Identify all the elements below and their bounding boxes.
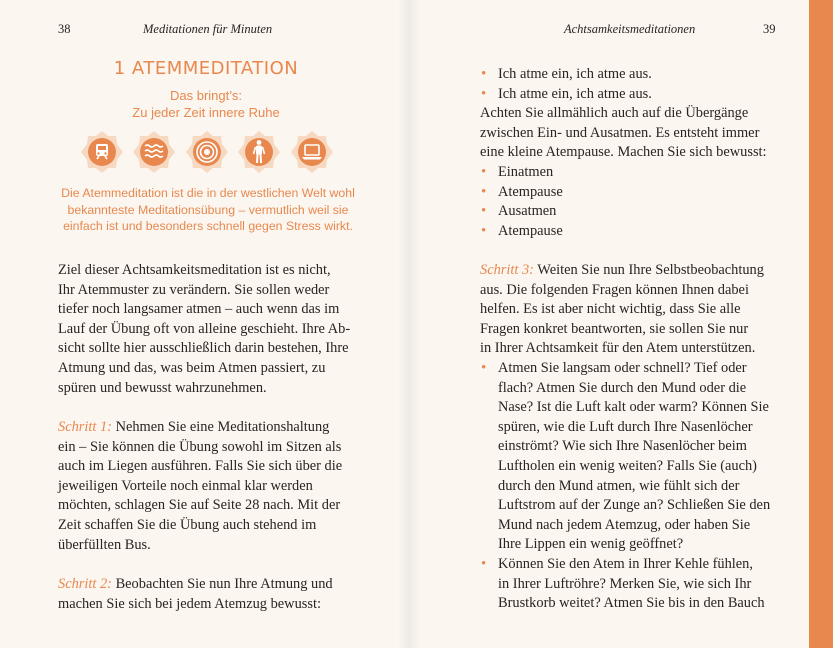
text-line: eine kleine Atempause. Machen Sie sich bewusst: [480,144,767,161]
page-edge-tab [809,0,833,648]
text-line: spüren und bewusst wahrzunehmen. [58,379,267,396]
text-line: tiefer noch langsamer atmen – auch wenn das im [58,301,340,318]
chapter-title: 1 ATEMMEDITATION [113,58,299,79]
text-line: ein – Sie können die Übung sowohl im Sitzen als [58,438,342,455]
text-line: jeweiligen Vorteile noch einmal klar werden [58,477,313,494]
text-line: einströmt? Wie sich Ihre Nasenlöcher beim [498,438,747,455]
list-item: • Ich atme ein, ich atme aus. [480,85,780,105]
right-top-block [480,65,780,241]
text-line: helfen. Es ist aber nicht wichtig, dass Sie alle [480,301,741,318]
intro-line: Die Atemmeditation ist die in der westlichen Welt wohl [61,186,355,200]
bullet-list [480,65,780,104]
left-page [0,0,400,648]
text-line: Nase? Ist die Luft kalt oder warm? Können Sie [498,399,769,416]
bullet-list [480,163,780,241]
benefit-heading: Das bringt’s: [169,88,242,103]
text-line: in Ihrer Luftröhre? Merken Sie, wie sich Ihr [498,575,752,592]
target-icon [185,130,229,174]
laptop-icon [290,130,334,174]
running-head-right: Achtsamkeitsmeditationen [564,22,696,36]
text-line: Luftholen ein wenig weiten? Falls Sie (auch) [498,457,757,474]
benefit-icons-row [80,130,340,174]
list-item: • Ich atme ein, ich atme aus. [480,65,780,85]
text-line: auch im Liegen ausführen. Falls Sie sich über die [58,458,343,475]
text-line: Zeit schaffen Sie die Übung auch stehend im [58,516,317,533]
text-line: Beobachten Sie nun Ihre Atmung und [111,576,333,592]
list-item: • Atempause [480,183,780,203]
person-icon [237,130,281,174]
text-line: Mund nach jedem Atemzug, oder haben Sie [498,516,751,533]
step1-paragraph [58,418,378,555]
list-item: • Atempause [480,222,780,242]
text-line: zwischen Ein- und Ausatmen. Es entsteht immer [480,124,760,141]
text-line: Ihre Lippen ein wenig geöffnet? [498,536,684,553]
intro-line: bekannteste Meditationsübung – vermutlich weil sie [67,202,349,217]
step2-label: Schritt 2: [58,576,112,592]
text-line: • Können Sie den Atem in Ihrer Kehle fühlen, [498,555,753,572]
text-line: flach? Atmen Sie durch den Mund oder die [498,379,747,396]
text-line: Atmung und das, was beim Atmen passiert, zu [58,359,326,376]
body-paragraph [58,261,378,398]
right-page [418,0,808,648]
text-line: machen Sie sich bei jedem Atemzug bewusst: [58,595,321,612]
page-number-left: 38 [58,22,71,36]
text-line: Luftstrom auf der Zunge an? Schließen Sie den [498,497,771,514]
text-line: überfüllten Bus. [58,536,151,553]
text-line: Achten Sie allmählich auch auf die Übergänge [480,105,749,122]
benefit-text: Zu jeder Zeit innere Ruhe [132,105,280,120]
page-number-right: 39 [763,22,776,36]
text-line: • Atmen Sie langsam oder schnell? Tief oder [498,359,747,376]
list-item: • Einatmen [480,163,780,183]
text-line: spüren, wie die Luft durch Ihre Nasenlöcher [498,418,753,435]
step3-label: Schritt 3: [480,262,534,278]
text-line: Brustkorb weitet? Atmen Sie bis in den Bauch [498,595,765,612]
bullet-list [480,359,780,614]
text-line: aus. Die folgenden Fragen können Ihnen dabei [480,281,749,298]
text-line: Lauf der Übung oft von alleine geschieht. Ihre Ab- [58,320,351,337]
list-item: • Ausatmen [480,202,780,222]
text-line: Weiten Sie nun Ihre Selbstbeobachtung [533,262,764,278]
text-line: Fragen konkret beantworten, sie sollen Sie nur [480,320,749,337]
text-line: Nehmen Sie eine Meditationshaltung [111,419,330,435]
step1-label: Schritt 1: [58,419,112,435]
step2-paragraph [58,575,378,614]
text-line: sicht sollte hier ausschließlich darin bestehen, Ihre [58,340,349,357]
text-line: möchten, schlagen Sie auf Seite 28 nach. Mit der [58,497,341,514]
list-item [480,555,780,614]
text-line: in Ihrer Achtsamkeit für den Atem unterstützen. [480,340,756,357]
intro-text [58,185,358,235]
waves-icon [132,130,176,174]
train-icon [80,130,124,174]
intro-line: einfach ist und besonders schnell gegen Stress wirkt. [63,219,353,234]
step3-paragraph [480,261,780,614]
text-line: Ihr Atemmuster zu verändern. Sie sollen weder [58,281,330,298]
text-line: Ziel dieser Achtsamkeitsmeditation ist es nicht, [58,262,331,278]
running-head-left: Meditationen für Minuten [143,22,273,36]
list-item [480,359,780,555]
text-line: durch den Mund atmen, wie fühlt sich der [498,477,740,494]
